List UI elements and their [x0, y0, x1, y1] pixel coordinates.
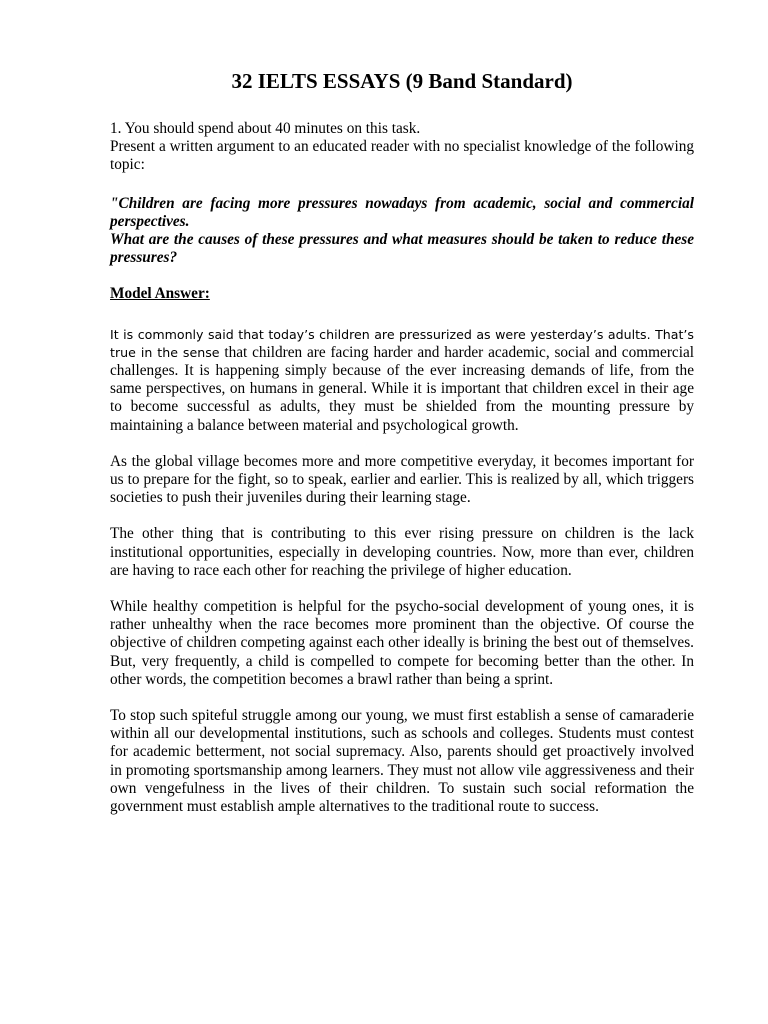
task-instruction: 1. You should spend about 40 minutes on this task. [110, 120, 421, 137]
essay-paragraph-1-opening: It is commonly said that today’s children are pressurized as were yesterday’s adults. That’s true in the sense [110, 326, 694, 360]
essay-paragraph-3: The other thing that is contributing to this ever rising pressure on children is the lack institutional opportunities, especially in developing countries. Now, more than ever, children are having to race each other for reaching the privilege of higher education. [110, 525, 694, 579]
topic-statement: "Children are facing more pressures nowadays from academic, social and commercial perspectives. [110, 194, 694, 230]
essay-paragraph-2: As the global village becomes more and more competitive everyday, it becomes important for us to prepare for the fight, so to speak, earlier and earlier. This is realized by all, which triggers societies to push their juveniles during their learning stage. [110, 452, 694, 507]
task-prompt: Present a written argument to an educated reader with no specialist knowledge of the following topic: [110, 138, 694, 174]
model-answer-heading: Model Answer: [110, 285, 210, 303]
document-title: 32 IELTS ESSAYS (9 Band Standard) [231, 69, 573, 93]
essay-paragraph-4: While healthy competition is helpful for the psycho-social development of young ones, it is rather unhealthy when the race becomes more prominent than the objective. Of course the objective of children competing against each other ideally is brining the best out of themselves. But, very frequently, a child is compelled to compete for becoming better than the other. In other words, the competition becomes a brawl rather than being a sprint. [110, 598, 694, 688]
document-page [110, 68, 694, 834]
essay-paragraph-1-body: that children are facing harder and harder academic, social and commercial challenges. It is happening simply because of the ever increasing demands of life, from the same perspectives, on humans in general. While it is important that children excel in their age to become successful as adults, they must be shielded from the mounting pressure by maintaining a balance between material and psychological growth. [110, 343, 694, 434]
topic-question: What are the causes of these pressures and what measures should be taken to reduce these pressures? [110, 231, 694, 267]
essay-paragraph-5: To stop such spiteful struggle among our young, we must first establish a sense of camaraderie within all our developmental institutions, such as schools and colleges. Students must contest for academic betterment, not social supremacy. Also, parents should get proactively involved in promoting sportsmanship among learners. They must not allow vile aggressiveness and their own vengefulness in the lives of their children. To sustain such social reformation the government must establish ample alternatives to the traditional route to success. [110, 707, 694, 816]
essay-paragraph-1 [110, 326, 694, 435]
